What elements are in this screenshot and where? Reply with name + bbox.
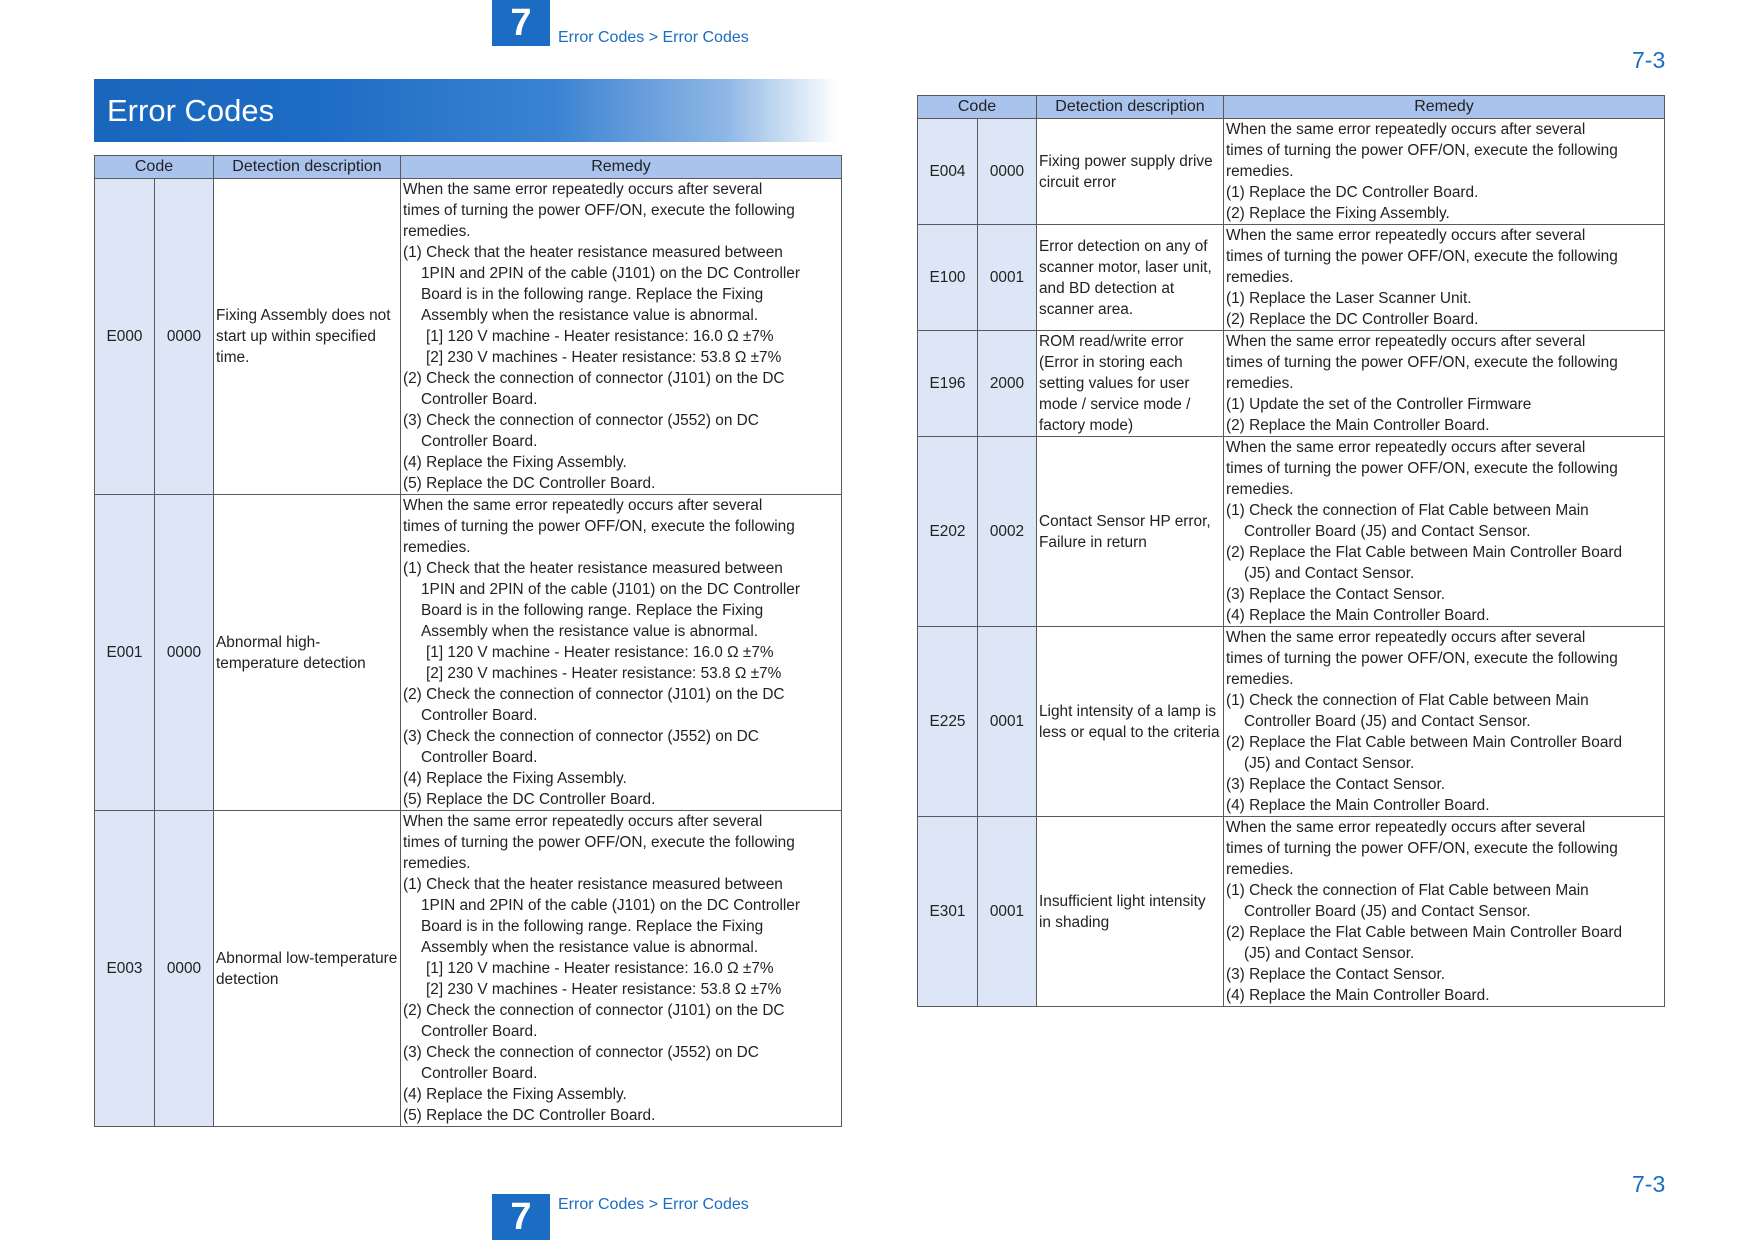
remedy-line: (1) Check the connection of Flat Cable between Main [1226, 882, 1589, 899]
remedy-line: (1) Check that the heater resistance measured between [403, 876, 783, 893]
remedy-line: (J5) and Contact Sensor. [1244, 755, 1415, 772]
page-number-top: 7-3 [1632, 47, 1666, 73]
error-code-cell: E003 [95, 811, 155, 1127]
remedy-line: remedies. [1226, 671, 1294, 688]
remedy-line: Assembly when the resistance value is abnormal. [421, 939, 759, 956]
remedy-line: 1PIN and 2PIN of the cable (J101) on the DC Controller [421, 897, 800, 914]
remedy-line: (3) Replace the Contact Sensor. [1226, 776, 1446, 793]
remedy-cell [1224, 437, 1665, 627]
table-row [918, 627, 1665, 817]
remedy-line: remedies. [403, 539, 471, 556]
remedy-cell [1224, 225, 1665, 331]
remedy-line: Controller Board. [421, 391, 538, 408]
error-code-cell: E196 [918, 331, 978, 437]
detection-description-cell: Contact Sensor HP error, Failure in return [1037, 437, 1224, 627]
detail-code-cell: 0000 [155, 179, 214, 495]
remedy-line: (4) Replace the Fixing Assembly. [403, 770, 627, 787]
detail-code-cell: 0001 [978, 627, 1037, 817]
detection-description-cell: Light intensity of a lamp is less or equal to the criteria [1037, 627, 1224, 817]
remedy-line: When the same error repeatedly occurs after several [403, 497, 763, 514]
col-header-code: Code [918, 96, 1037, 119]
title-bar [94, 79, 838, 142]
remedy-cell [401, 495, 842, 811]
remedy-line: [1] 120 V machine - Heater resistance: 16.0 Ω ±7% [426, 644, 774, 661]
table-header-row [918, 96, 1665, 119]
breadcrumb-top[interactable]: Error Codes > Error Codes [558, 29, 749, 46]
table-row [918, 119, 1665, 225]
remedy-line: remedies. [1226, 269, 1294, 286]
remedy-line: (4) Replace the Main Controller Board. [1226, 607, 1490, 624]
remedy-cell [401, 179, 842, 495]
page-number-bottom: 7-3 [1632, 1171, 1666, 1197]
detail-code-cell: 0000 [155, 495, 214, 811]
remedy-line: remedies. [403, 855, 471, 872]
detection-description-cell: ROM read/write error (Error in storing each setting values for user mode / service mode / factory mode) [1037, 331, 1224, 437]
remedy-line: (5) Replace the DC Controller Board. [403, 475, 656, 492]
remedy-line: (1) Check that the heater resistance measured between [403, 244, 783, 261]
remedy-line: (4) Replace the Fixing Assembly. [403, 454, 627, 471]
remedy-line: (1) Replace the Laser Scanner Unit. [1226, 290, 1472, 307]
remedy-line: Controller Board (J5) and Contact Sensor. [1244, 523, 1531, 540]
breadcrumb-bottom[interactable]: Error Codes > Error Codes [558, 1196, 749, 1213]
remedy-line: When the same error repeatedly occurs after several [1226, 439, 1586, 456]
remedy-line: Board is in the following range. Replace the Fixing [421, 286, 764, 303]
detail-code-cell: 2000 [978, 331, 1037, 437]
col-header-remedy: Remedy [1224, 96, 1665, 119]
remedy-line: Controller Board. [421, 433, 538, 450]
remedy-line: (1) Replace the DC Controller Board. [1226, 184, 1479, 201]
remedy-line: times of turning the power OFF/ON, execute the following [403, 834, 795, 851]
remedy-line: (2) Replace the DC Controller Board. [1226, 311, 1479, 328]
remedy-cell [401, 811, 842, 1127]
col-header-code: Code [95, 156, 214, 179]
remedy-cell [1224, 331, 1665, 437]
remedy-line: (2) Replace the Flat Cable between Main Controller Board [1226, 734, 1623, 751]
remedy-line: Controller Board (J5) and Contact Sensor. [1244, 713, 1531, 730]
remedy-line: (2) Check the connection of connector (J101) on the DC [403, 370, 785, 387]
error-code-cell: E202 [918, 437, 978, 627]
remedy-line: (4) Replace the Main Controller Board. [1226, 797, 1490, 814]
detail-code-cell: 0000 [155, 811, 214, 1127]
error-code-cell: E004 [918, 119, 978, 225]
remedy-line: [2] 230 V machines - Heater resistance: 53.8 Ω ±7% [426, 349, 782, 366]
detection-description-cell: Fixing Assembly does not start up within specified time. [214, 179, 401, 495]
remedy-line: 1PIN and 2PIN of the cable (J101) on the DC Controller [421, 265, 800, 282]
remedy-line: (3) Replace the Contact Sensor. [1226, 586, 1446, 603]
remedy-line: (2) Replace the Fixing Assembly. [1226, 205, 1450, 222]
remedy-line: (2) Check the connection of connector (J101) on the DC [403, 686, 785, 703]
col-header-description: Detection description [1037, 96, 1224, 119]
remedy-line: When the same error repeatedly occurs after several [403, 181, 763, 198]
detection-description-cell: Abnormal high-temperature detection [214, 495, 401, 811]
remedy-line: (2) Check the connection of connector (J101) on the DC [403, 1002, 785, 1019]
remedy-line: (5) Replace the DC Controller Board. [403, 1107, 656, 1124]
remedy-line: When the same error repeatedly occurs after several [1226, 121, 1586, 138]
remedy-line: times of turning the power OFF/ON, execute the following [1226, 142, 1618, 159]
remedy-line: times of turning the power OFF/ON, execute the following [1226, 354, 1618, 371]
remedy-line: Assembly when the resistance value is abnormal. [421, 307, 759, 324]
remedy-line: (1) Check that the heater resistance measured between [403, 560, 783, 577]
detection-description-cell: Error detection on any of scanner motor, laser unit, and BD detection at scanner area. [1037, 225, 1224, 331]
detail-code-cell: 0002 [978, 437, 1037, 627]
remedy-line: (2) Replace the Flat Cable between Main Controller Board [1226, 924, 1623, 941]
remedy-line: Controller Board. [421, 749, 538, 766]
detail-code-cell: 0001 [978, 225, 1037, 331]
remedy-line: (3) Replace the Contact Sensor. [1226, 966, 1446, 983]
error-code-table-left [94, 155, 842, 1127]
remedy-line: When the same error repeatedly occurs after several [1226, 333, 1586, 350]
table-header-row [95, 156, 842, 179]
table-row [918, 225, 1665, 331]
remedy-line: (3) Check the connection of connector (J552) on DC [403, 412, 759, 429]
remedy-line: remedies. [1226, 163, 1294, 180]
remedy-line: 1PIN and 2PIN of the cable (J101) on the DC Controller [421, 581, 800, 598]
remedy-line: [1] 120 V machine - Heater resistance: 16.0 Ω ±7% [426, 960, 774, 977]
page-title: Error Codes [107, 93, 275, 128]
remedy-line: When the same error repeatedly occurs after several [1226, 819, 1586, 836]
detail-code-cell: 0000 [978, 119, 1037, 225]
remedy-line: times of turning the power OFF/ON, execute the following [403, 202, 795, 219]
remedy-line: times of turning the power OFF/ON, execute the following [403, 518, 795, 535]
table-row [95, 811, 842, 1127]
table-row [95, 179, 842, 495]
error-code-cell: E100 [918, 225, 978, 331]
detection-description-cell: Insufficient light intensity in shading [1037, 817, 1224, 1007]
error-code-table-right [917, 95, 1665, 1007]
remedy-line: Assembly when the resistance value is abnormal. [421, 623, 759, 640]
detection-description-cell: Fixing power supply drive circuit error [1037, 119, 1224, 225]
remedy-line: (4) Replace the Fixing Assembly. [403, 1086, 627, 1103]
remedy-line: [2] 230 V machines - Heater resistance: 53.8 Ω ±7% [426, 665, 782, 682]
remedy-cell [1224, 627, 1665, 817]
remedy-line: [1] 120 V machine - Heater resistance: 16.0 Ω ±7% [426, 328, 774, 345]
remedy-line: remedies. [1226, 861, 1294, 878]
remedy-line: (2) Replace the Main Controller Board. [1226, 417, 1490, 434]
remedy-line: remedies. [1226, 481, 1294, 498]
table-row [95, 495, 842, 811]
remedy-line: (J5) and Contact Sensor. [1244, 945, 1415, 962]
remedy-line: Controller Board. [421, 1023, 538, 1040]
remedy-line: When the same error repeatedly occurs after several [403, 813, 763, 830]
remedy-line: Board is in the following range. Replace the Fixing [421, 602, 764, 619]
error-code-cell: E000 [95, 179, 155, 495]
table-row [918, 437, 1665, 627]
remedy-line: (3) Check the connection of connector (J552) on DC [403, 728, 759, 745]
remedy-line: Controller Board (J5) and Contact Sensor. [1244, 903, 1531, 920]
remedy-line: remedies. [1226, 375, 1294, 392]
remedy-line: (1) Update the set of the Controller Firmware [1226, 396, 1532, 413]
remedy-line: (4) Replace the Main Controller Board. [1226, 987, 1490, 1004]
remedy-line: Controller Board. [421, 1065, 538, 1082]
remedy-cell [1224, 817, 1665, 1007]
remedy-line: When the same error repeatedly occurs after several [1226, 629, 1586, 646]
table-row [918, 817, 1665, 1007]
remedy-line: (2) Replace the Flat Cable between Main Controller Board [1226, 544, 1623, 561]
remedy-line: [2] 230 V machines - Heater resistance: 53.8 Ω ±7% [426, 981, 782, 998]
remedy-line: times of turning the power OFF/ON, execute the following [1226, 248, 1618, 265]
error-code-cell: E225 [918, 627, 978, 817]
remedy-line: Board is in the following range. Replace the Fixing [421, 918, 764, 935]
col-header-description: Detection description [214, 156, 401, 179]
remedy-line: (1) Check the connection of Flat Cable between Main [1226, 692, 1589, 709]
detail-code-cell: 0001 [978, 817, 1037, 1007]
table-row [918, 331, 1665, 437]
remedy-line: times of turning the power OFF/ON, execute the following [1226, 840, 1618, 857]
remedy-line: When the same error repeatedly occurs after several [1226, 227, 1586, 244]
remedy-cell [1224, 119, 1665, 225]
detection-description-cell: Abnormal low-temperature detection [214, 811, 401, 1127]
remedy-line: times of turning the power OFF/ON, execute the following [1226, 650, 1618, 667]
remedy-line: (5) Replace the DC Controller Board. [403, 791, 656, 808]
remedy-line: Controller Board. [421, 707, 538, 724]
chapter-badge-top: 7 [492, 0, 550, 46]
chapter-badge-bottom: 7 [492, 1194, 550, 1240]
remedy-line: (1) Check the connection of Flat Cable between Main [1226, 502, 1589, 519]
remedy-line: remedies. [403, 223, 471, 240]
error-code-cell: E001 [95, 495, 155, 811]
remedy-line: (J5) and Contact Sensor. [1244, 565, 1415, 582]
remedy-line: times of turning the power OFF/ON, execute the following [1226, 460, 1618, 477]
error-code-cell: E301 [918, 817, 978, 1007]
col-header-remedy: Remedy [401, 156, 842, 179]
remedy-line: (3) Check the connection of connector (J552) on DC [403, 1044, 759, 1061]
